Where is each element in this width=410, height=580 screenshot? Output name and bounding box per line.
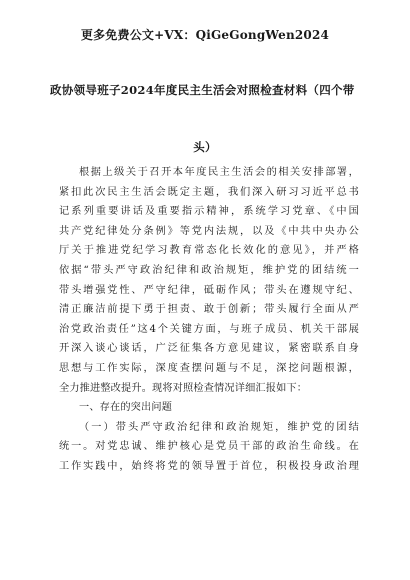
paragraph-line-12: 全力推进整改提升。现将对照检查情况详细汇报如下： [59, 382, 308, 394]
paragraph-line-3: 记系列重要讲话及重要指示精神，系统学习党章、《中国 [59, 206, 359, 218]
paragraph-line-15: 统一。对党忠诚、维护核心是党员干部的政治生命线。在 [59, 441, 359, 453]
paragraph-line-6: 依据“带头严守政治纪律和政治规矩，维护党的团结统一 [59, 264, 359, 276]
title-line-1: 政协领导班子2024年度民主生活会对照检查材料（四个带 [50, 83, 355, 97]
paragraph-line-16: 工作实践中，始终将党的领导置于首位，积极投身政治理 [59, 460, 359, 472]
document-body [59, 163, 359, 477]
paragraph-line-11: 思想与工作实际，深度查摆问题与不足，深挖问题根源， [59, 362, 359, 374]
paragraph-line-7: 带头增强党性、严守纪律，砥砺作风；带头在遵规守纪、 [59, 284, 359, 296]
document-title [50, 62, 360, 176]
title-line-2: 头） [193, 140, 217, 154]
paragraph-line-5: 厅关于推进党纪学习教育常态化长效化的意见》，并严格 [59, 245, 359, 257]
subsection-heading-line: （一）带头严守政治纪律和政治规矩，维护党的团结 [79, 421, 359, 433]
paragraph-line-8: 清正廉洁前提下勇于担责、敢于创新；带头履行全面从严 [59, 304, 359, 316]
paragraph-line-2: 紧扣此次民主生活会既定主题，我们深入研习习近平总书 [59, 186, 359, 198]
paragraph-line-9: 治党政治责任”这4个关键方面，与班子成员、机关干部展 [59, 323, 359, 335]
promo-header: 更多免费公文+VX：QiGeGongWen2024 [80, 28, 330, 42]
paragraph-line-4: 共产党纪律处分条例》等党内法规，以及《中共中央办公 [59, 225, 359, 237]
paragraph-line-10: 开深入谈心谈话，广泛征集各方意见建议，紧密联系自身 [59, 343, 359, 355]
paragraph-line-1: 根据上级关于召开本年度民主生活会的相关安排部署， [79, 167, 359, 178]
section-heading: 一、存在的突出问题 [79, 402, 173, 414]
